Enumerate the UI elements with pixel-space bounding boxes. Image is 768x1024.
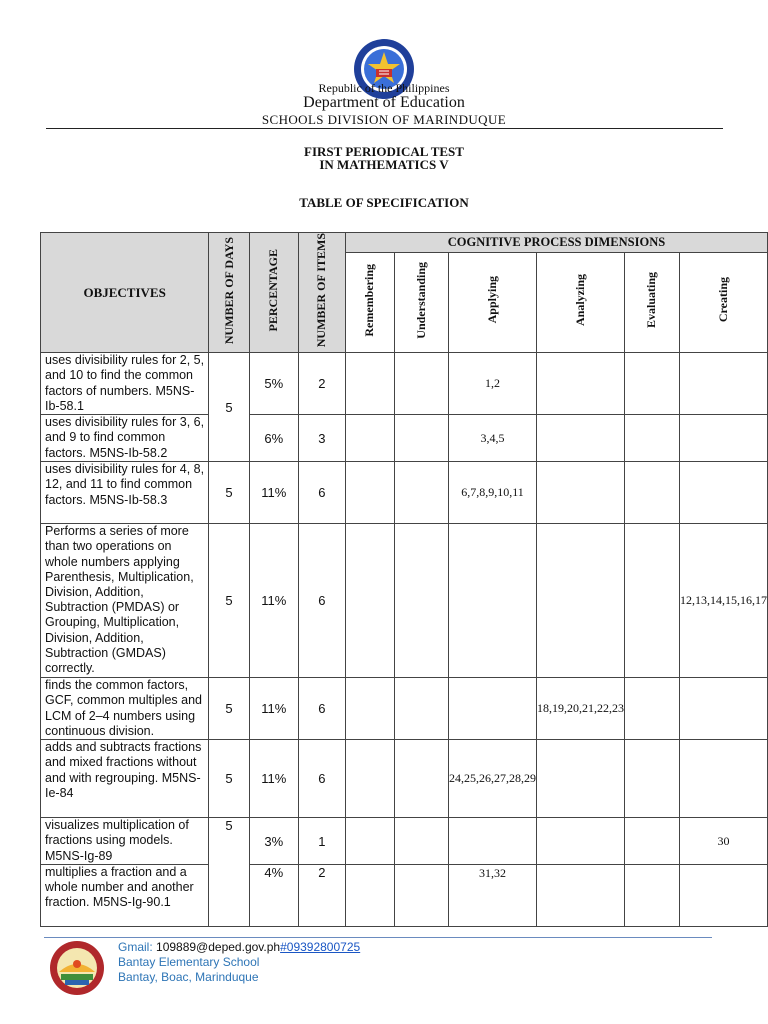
items-cell: 6 — [298, 678, 345, 740]
tos-title: TABLE OF SPECIFICATION — [299, 195, 469, 210]
header-days: NUMBER OF DAYS — [209, 233, 249, 353]
gmail-label: Gmail: — [118, 940, 153, 954]
table-row — [41, 353, 768, 415]
applying-cell — [449, 524, 537, 678]
analyzing-cell — [537, 740, 625, 818]
items-cell: 3 — [298, 415, 345, 462]
creating-cell — [679, 353, 767, 415]
percentage-cell: 11% — [249, 740, 298, 818]
evaluating-cell — [625, 462, 680, 524]
applying-cell: 6,7,8,9,10,11 — [449, 462, 537, 524]
creating-cell — [679, 678, 767, 740]
header-percentage: PERCENTAGE — [249, 233, 298, 353]
applying-cell — [449, 678, 537, 740]
applying-cell — [449, 818, 537, 865]
school-seal-icon — [49, 940, 105, 996]
understanding-cell — [394, 740, 448, 818]
creating-cell — [679, 462, 767, 524]
understanding-cell — [394, 864, 448, 926]
analyzing-cell — [537, 818, 625, 865]
days-cell: 5 — [209, 678, 249, 740]
table-row — [41, 740, 768, 818]
header-applying: Applying — [449, 252, 537, 353]
applying-cell: 1,2 — [449, 353, 537, 415]
evaluating-cell — [625, 353, 680, 415]
evaluating-cell — [625, 524, 680, 678]
creating-cell — [679, 864, 767, 926]
header-creating: Creating — [679, 252, 767, 353]
remembering-cell — [346, 864, 395, 926]
evaluating-cell — [625, 864, 680, 926]
objective-cell: multiplies a fraction and a whole number and another fraction. M5NS-Ig-90.1 — [41, 864, 209, 926]
creating-cell — [679, 415, 767, 462]
remembering-cell — [346, 462, 395, 524]
creating-cell — [679, 740, 767, 818]
email-text: 109889@deped.gov.ph — [156, 940, 281, 954]
objective-cell: finds the common factors, GCF, common multiples and LCM of 2–4 numbers using continuous division. — [41, 678, 209, 740]
header-items: NUMBER OF ITEMS — [298, 233, 345, 353]
percentage-cell: 11% — [249, 462, 298, 524]
remembering-cell — [346, 818, 395, 865]
understanding-cell — [394, 524, 448, 678]
footer-contact — [118, 940, 360, 954]
test-title: FIRST PERIODICAL TEST — [304, 144, 464, 159]
objective-cell: adds and subtracts fractions and mixed fractions without and with regrouping. M5NS-Ie-84 — [41, 740, 209, 818]
objective-cell: visualizes multiplication of fractions using models. M5NS-Ig-89 — [41, 818, 209, 865]
items-cell: 6 — [298, 740, 345, 818]
table-row — [41, 462, 768, 524]
footer-rule — [44, 937, 712, 938]
header-evaluating: Evaluating — [625, 252, 680, 353]
specification-table — [40, 232, 768, 927]
division-label: SCHOOLS DIVISION OF MARINDUQUE — [261, 112, 507, 127]
header-cognitive: COGNITIVE PROCESS DIMENSIONS — [346, 233, 768, 253]
percentage-cell: 6% — [249, 415, 298, 462]
analyzing-cell — [537, 462, 625, 524]
understanding-cell — [394, 462, 448, 524]
table-row — [41, 864, 768, 926]
days-cell: 5 — [209, 818, 249, 927]
items-cell: 2 — [298, 353, 345, 415]
days-cell: 5 — [209, 353, 249, 462]
table-header-row-1 — [41, 233, 768, 253]
days-cell: 5 — [209, 462, 249, 524]
applying-cell: 24,25,26,27,28,29 — [449, 740, 537, 818]
items-cell: 6 — [298, 524, 345, 678]
phone-link[interactable]: #09392800725 — [280, 940, 361, 954]
objective-cell: Performs a series of more than two operations on whole numbers applying Parenthesis, Multiplication, Division, Addition, Subtraction (PMDAS) or Grouping, Multiplication, Division, Addition, Subtraction (GMDAS) correctly. — [41, 524, 209, 678]
percentage-cell: 3% — [249, 818, 298, 865]
department-label: Department of Education — [303, 94, 465, 111]
days-cell: 5 — [209, 740, 249, 818]
table-row — [41, 818, 768, 865]
table-row — [41, 415, 768, 462]
objective-cell: uses divisibility rules for 4, 8, 12, and 11 to find common factors. M5NS-Ib-58.3 — [41, 462, 209, 524]
remembering-cell — [346, 678, 395, 740]
creating-cell: 30 — [679, 818, 767, 865]
analyzing-cell — [537, 864, 625, 926]
understanding-cell — [394, 353, 448, 415]
items-cell: 1 — [298, 818, 345, 865]
remembering-cell — [346, 740, 395, 818]
percentage-cell: 11% — [249, 524, 298, 678]
understanding-cell — [394, 415, 448, 462]
school-address: Bantay, Boac, Marinduque — [118, 970, 259, 984]
evaluating-cell — [625, 818, 680, 865]
items-cell: 2 — [298, 864, 345, 926]
evaluating-cell — [625, 415, 680, 462]
remembering-cell — [346, 415, 395, 462]
evaluating-cell — [625, 678, 680, 740]
header-remembering: Remembering — [346, 252, 395, 353]
analyzing-cell — [537, 524, 625, 678]
header-understanding: Understanding — [394, 252, 448, 353]
understanding-cell — [394, 818, 448, 865]
creating-cell: 12,13,14,15,16,17 — [679, 524, 767, 678]
percentage-cell: 11% — [249, 678, 298, 740]
table-row — [41, 524, 768, 678]
republic-label: Republic of the Philippines — [318, 81, 450, 95]
objective-cell: uses divisibility rules for 2, 5, and 10 to find the common factors of numbers. M5NS-Ib-58.1 — [41, 353, 209, 415]
analyzing-cell — [537, 415, 625, 462]
applying-cell: 31,32 — [449, 864, 537, 926]
days-cell: 5 — [209, 524, 249, 678]
evaluating-cell — [625, 740, 680, 818]
items-cell: 6 — [298, 462, 345, 524]
school-name: Bantay Elementary School — [118, 955, 260, 969]
analyzing-cell — [537, 353, 625, 415]
analyzing-cell: 18,19,20,21,22,23 — [537, 678, 625, 740]
objective-cell: uses divisibility rules for 3, 6, and 9 to find common factors. M5NS-Ib-58.2 — [41, 415, 209, 462]
remembering-cell — [346, 524, 395, 678]
percentage-cell: 5% — [249, 353, 298, 415]
table-row — [41, 678, 768, 740]
header-objectives: OBJECTIVES — [41, 233, 209, 353]
understanding-cell — [394, 678, 448, 740]
test-subject: IN MATHEMATICS V — [319, 157, 449, 172]
applying-cell: 3,4,5 — [449, 415, 537, 462]
percentage-cell: 4% — [249, 864, 298, 926]
header-rule — [46, 128, 723, 129]
header-analyzing: Analyzing — [537, 252, 625, 353]
remembering-cell — [346, 353, 395, 415]
